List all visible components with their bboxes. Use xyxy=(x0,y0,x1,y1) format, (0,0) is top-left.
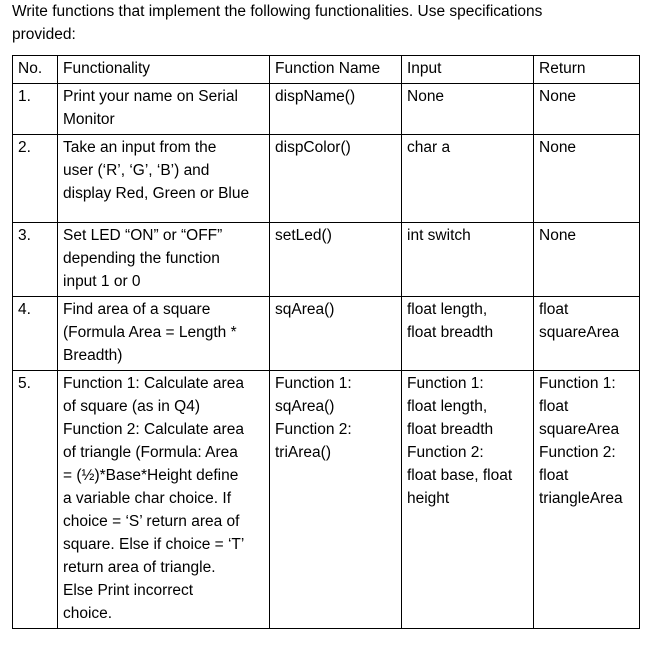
cell-text-line: Find area of a square xyxy=(63,301,211,318)
table-row xyxy=(13,371,640,629)
table-row xyxy=(13,135,640,223)
row-number-cell: 5. xyxy=(13,371,58,629)
cell-text-line: Function 2: xyxy=(539,444,616,461)
cell-text-line: choice = ‘S’ return area of xyxy=(63,513,240,530)
cell-text-line: None xyxy=(407,88,445,105)
cell-text-line: Function 2: xyxy=(407,444,484,461)
instructions-text xyxy=(12,0,652,46)
cell-text-line: Print your name on Serial xyxy=(63,88,238,105)
cell-text-line: int switch xyxy=(407,227,471,244)
cell-text-line: sqArea() xyxy=(275,398,335,415)
cell-text-line: squareArea xyxy=(539,421,620,438)
cell-text-line: of triangle (Formula: Area xyxy=(63,444,238,461)
function-name-cell xyxy=(270,223,402,297)
cell-text-line: a variable char choice. If xyxy=(63,490,232,507)
table-body xyxy=(13,56,640,629)
cell-text-line: float base, float xyxy=(407,467,513,484)
cell-text-line: Function 1: xyxy=(407,375,484,392)
cell-text-line: = (½)*Base*Height define xyxy=(63,467,239,484)
cell-text-line: choice. xyxy=(63,605,113,622)
cell-text-line: triangleArea xyxy=(539,490,623,507)
cell-text-line: float xyxy=(539,467,569,484)
table-row xyxy=(13,223,640,297)
input-cell xyxy=(402,135,534,223)
cell-text-line: (Formula Area = Length * xyxy=(63,324,237,341)
row-number-cell: 3. xyxy=(13,223,58,297)
return-cell xyxy=(534,371,640,629)
cell-text-line: Function 1: xyxy=(275,375,352,392)
cell-text-line: input 1 or 0 xyxy=(63,273,141,290)
header-cell-function-name: Function Name xyxy=(270,56,402,84)
cell-text-line: Function 2: Calculate area xyxy=(63,421,244,438)
cell-text-line: return area of triangle. xyxy=(63,559,216,576)
cell-text-line: Breadth) xyxy=(63,347,123,364)
functionality-cell xyxy=(58,135,270,223)
cell-text-line: Function 2: xyxy=(275,421,352,438)
input-cell xyxy=(402,223,534,297)
row-number-cell: 4. xyxy=(13,297,58,371)
input-cell xyxy=(402,297,534,371)
functions-spec-table xyxy=(12,55,640,629)
cell-text-line: Set LED “ON” or “OFF” xyxy=(63,227,223,244)
function-name-cell xyxy=(270,297,402,371)
cell-text-line: Function 1: xyxy=(539,375,616,392)
cell-text-line: setLed() xyxy=(275,227,332,244)
return-cell xyxy=(534,297,640,371)
table-row xyxy=(13,84,640,135)
cell-text-line: float breadth xyxy=(407,324,494,341)
functionality-cell xyxy=(58,297,270,371)
cell-text-line: Take an input from the xyxy=(63,139,217,156)
header-cell-input: Input xyxy=(402,56,534,84)
cell-text-line: square. Else if choice = ‘T’ xyxy=(63,536,245,553)
cell-text-line: float length, xyxy=(407,301,488,318)
cell-text-line: float xyxy=(539,301,569,318)
function-name-cell xyxy=(270,135,402,223)
cell-text-line: float length, xyxy=(407,398,488,415)
function-name-cell xyxy=(270,371,402,629)
header-cell-functionality: Functionality xyxy=(58,56,270,84)
cell-text-line: sqArea() xyxy=(275,301,335,318)
cell-text-line: triArea() xyxy=(275,444,331,461)
cell-text-line: squareArea xyxy=(539,324,620,341)
return-cell xyxy=(534,135,640,223)
cell-text-line: Else Print incorrect xyxy=(63,582,194,599)
cell-text-line: None xyxy=(539,88,577,105)
cell-text-line: display Red, Green or Blue xyxy=(63,185,250,202)
function-name-cell xyxy=(270,84,402,135)
header-cell-no: No. xyxy=(13,56,58,84)
header-cell-return: Return xyxy=(534,56,640,84)
cell-text-line: dispName() xyxy=(275,88,356,105)
instructions-line: provided: xyxy=(12,26,76,43)
cell-text-line: depending the function xyxy=(63,250,220,267)
row-number-cell: 1. xyxy=(13,84,58,135)
functionality-cell xyxy=(58,223,270,297)
cell-text-line: None xyxy=(539,139,577,156)
cell-text-line: float breadth xyxy=(407,421,494,438)
cell-text-line: user (‘R’, ‘G’, ‘B’) and xyxy=(63,162,210,179)
input-cell xyxy=(402,84,534,135)
cell-text-line: of square (as in Q4) xyxy=(63,398,200,415)
instructions-line: Write functions that implement the following functionalities. Use specifications xyxy=(12,3,543,20)
cell-text-line: dispColor() xyxy=(275,139,351,156)
cell-text-line: char a xyxy=(407,139,451,156)
functionality-cell xyxy=(58,84,270,135)
functionality-cell xyxy=(58,371,270,629)
row-number-cell: 2. xyxy=(13,135,58,223)
cell-text-line: Function 1: Calculate area xyxy=(63,375,244,392)
cell-text-line: float xyxy=(539,398,569,415)
cell-text-line: height xyxy=(407,490,450,507)
cell-text-line: None xyxy=(539,227,577,244)
return-cell xyxy=(534,84,640,135)
return-cell xyxy=(534,223,640,297)
table-row xyxy=(13,297,640,371)
input-cell xyxy=(402,371,534,629)
table-header-row xyxy=(13,56,640,84)
cell-text-line: Monitor xyxy=(63,111,115,128)
